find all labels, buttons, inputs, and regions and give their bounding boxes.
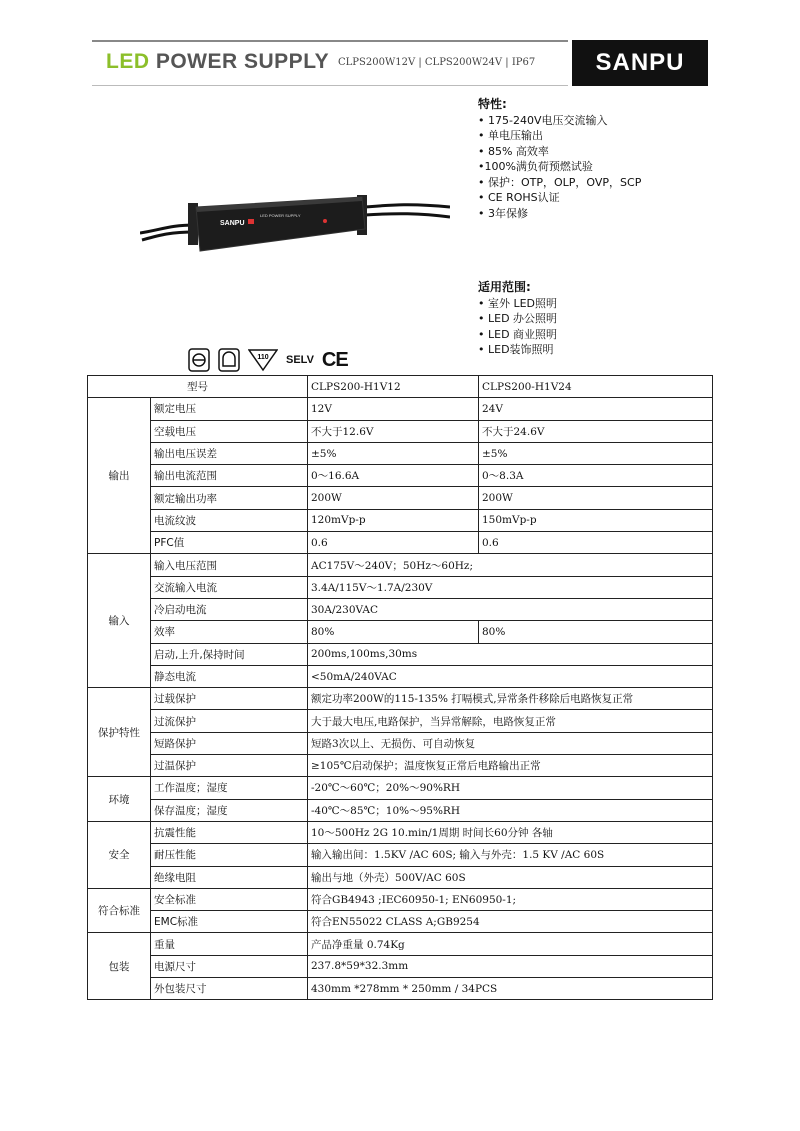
row-value-1: ±5% [308,442,479,464]
table-row [88,621,713,643]
feature-item: • 175-240V电压交流输入 [478,113,608,127]
row-name: 过流保护 [151,710,308,732]
certification-marks [188,347,348,373]
row-name: 外包装尺寸 [151,978,308,1000]
table-row [88,955,713,977]
triangle-mark-text: 110 [257,354,269,361]
row-value-2: 150mVp-p [479,509,713,531]
table-row [88,978,713,1000]
title-rest: POWER SUPPLY [149,50,330,73]
row-value-1: 200W [308,487,479,509]
row-value: 额定功率200W的115-135% 打嗝模式,异常条件移除后电路恢复正常 [308,688,713,710]
ce-mark: CE [321,348,348,371]
applications-heading: 适用范围: [478,280,531,294]
row-value-1: 80% [308,621,479,643]
table-row [88,643,713,665]
row-value: 430mm *278mm * 250mm / 34PCS [308,978,713,1000]
row-name: 启动,上升,保持时间 [151,643,308,665]
row-name: 电源尺寸 [151,955,308,977]
title-accent: LED [106,50,150,73]
table-row [88,532,713,554]
table-header-row [88,376,713,398]
row-name: 过温保护 [151,755,308,777]
features-section [478,97,641,221]
row-value-2: 24V [479,398,713,420]
spec-table [87,375,713,1000]
row-value: -20℃～60℃；20%～90%RH [308,777,713,799]
row-name: 静态电流 [151,665,308,687]
feature-item: • 单电压输出 [478,129,543,142]
row-name: 重量 [151,933,308,955]
table-row [88,442,713,464]
header-model-2: CLPS200-H1V24 [479,376,713,398]
row-value-2: 0～8.3A [479,465,713,487]
row-name: 耐压性能 [151,844,308,866]
category-standards: 符合标准 [88,888,151,933]
product-brand: SANPU [220,220,245,227]
table-row [88,710,713,732]
table-row [88,911,713,933]
table-row [88,420,713,442]
table-row [88,465,713,487]
page-title [106,50,329,74]
row-value: 200ms,100ms,30ms [308,643,713,665]
row-name: 输出电流范围 [151,465,308,487]
application-item: • LED装饰照明 [478,343,554,356]
table-row [88,598,713,620]
feature-item: • 3年保修 [478,206,528,220]
table-row [88,866,713,888]
category-packing: 包装 [88,933,151,1000]
feature-item: • CE ROHS认证 [478,191,560,204]
row-value: 30A/230VAC [308,598,713,620]
application-item: • 室外 LED照明 [478,296,558,310]
category-output: 输出 [88,398,151,554]
row-value-1: 12V [308,398,479,420]
header-bottom-rule [92,85,568,86]
features-heading: 特性: [478,97,507,111]
row-name: 效率 [151,621,308,643]
row-value-1: 120mVp-p [308,509,479,531]
row-value: 237.8*59*32.3mm [308,955,713,977]
row-value-2: 80% [479,621,713,643]
row-value: 符合GB4943 ;IEC60950-1; EN60950-1; [308,888,713,910]
row-name: 冷启动电流 [151,598,308,620]
row-value: 短路3次以上、无损伤、可自动恢复 [308,732,713,754]
row-value: 输入输出间：1.5KV /AC 60S; 输入与外壳：1.5 KV /AC 60S [308,844,713,866]
table-row [88,933,713,955]
header-top-rule [92,40,568,42]
table-row [88,398,713,420]
row-name: PFC值 [151,532,308,554]
application-item: • LED 商业照明 [478,327,558,341]
feature-item: •100%满负荷预燃试验 [478,160,593,173]
table-row [88,665,713,687]
row-value: 3.4A/115V～1.7A/230V [308,576,713,598]
row-name: 额定输出功率 [151,487,308,509]
header-model-1: CLPS200-H1V12 [308,376,479,398]
row-value-2: 不大于24.6V [479,420,713,442]
triangle-110-mark-icon [248,348,278,372]
row-name: 过载保护 [151,688,308,710]
table-row [88,576,713,598]
class-ii-mark-icon [188,348,210,372]
application-item: • LED 办公照明 [478,312,558,325]
table-row [88,799,713,821]
row-value: <50mA/240VAC [308,665,713,687]
table-row [88,821,713,843]
row-name: EMC标准 [151,911,308,933]
row-value: 产品净重量 0.74Kg [308,933,713,955]
table-row [88,509,713,531]
row-value: AC175V～240V；50Hz～60Hz; [308,554,713,576]
row-name: 空载电压 [151,420,308,442]
row-value: 大于最大电压,电路保护，当异常解除，电路恢复正常 [308,710,713,732]
table-row [88,732,713,754]
category-safety: 安全 [88,821,151,888]
model-list: CLPS200W12V | CLPS200W24V | IP67 [338,57,536,68]
row-name: 电流纹波 [151,509,308,531]
row-value: -40℃～85℃；10%～95%RH [308,799,713,821]
row-value: ≥105℃启动保护；温度恢复正常后电路输出正常 [308,755,713,777]
row-value: 输出与地（外壳）500V/AC 60S [308,866,713,888]
row-value-2: ±5% [479,442,713,464]
row-value: 10～500Hz 2G 10.min/1周期 时间长60分钟 各轴 [308,821,713,843]
row-value-2: 0.6 [479,532,713,554]
category-protection: 保护特性 [88,688,151,777]
row-name: 短路保护 [151,732,308,754]
row-name: 额定电压 [151,398,308,420]
enclosure-mark-icon [218,348,240,372]
page-header [92,40,708,86]
row-name: 安全标准 [151,888,308,910]
row-name: 抗震性能 [151,821,308,843]
table-row [88,888,713,910]
header-model-label: 型号 [88,376,308,398]
row-name: 交流输入电流 [151,576,308,598]
row-name: 绝缘电阻 [151,866,308,888]
row-name: 保存温度；湿度 [151,799,308,821]
row-value-1: 0～16.6A [308,465,479,487]
product-image [140,185,450,275]
category-input: 输入 [88,554,151,688]
row-value-1: 不大于12.6V [308,420,479,442]
row-value: 符合EN55022 CLASS A;GB9254 [308,911,713,933]
table-row [88,487,713,509]
table-row [88,777,713,799]
product-label: LED POWER SUPPLY [260,213,301,218]
table-row [88,688,713,710]
row-value-2: 200W [479,487,713,509]
feature-item: • 保护：OTP，OLP，OVP，SCP [478,175,642,189]
row-value-1: 0.6 [308,532,479,554]
table-row [88,844,713,866]
table-row [88,755,713,777]
category-environment: 环境 [88,777,151,822]
applications-section [478,280,557,358]
row-name: 输入电压范围 [151,554,308,576]
selv-mark: SELV [286,354,314,366]
row-name: 工作温度；湿度 [151,777,308,799]
table-row [88,554,713,576]
row-name: 输出电压误差 [151,442,308,464]
brand-logo: SANPU [572,40,708,86]
feature-item: • 85% 高效率 [478,144,549,158]
